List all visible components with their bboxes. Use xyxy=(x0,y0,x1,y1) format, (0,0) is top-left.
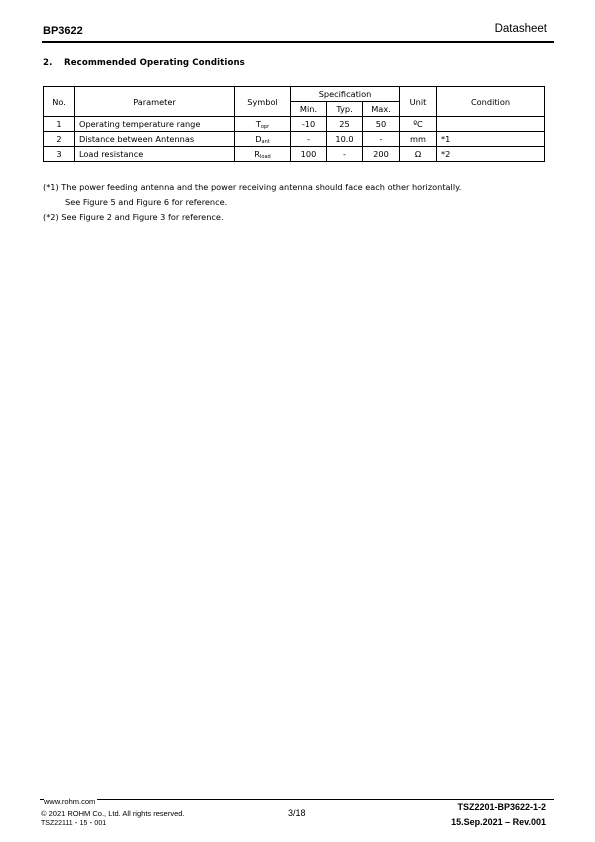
symbol-main: D xyxy=(255,133,262,144)
table-row xyxy=(44,147,545,162)
row-no: 2 xyxy=(44,132,75,147)
row-min: 100 xyxy=(291,147,327,162)
row-unit: ºC xyxy=(400,117,437,132)
header-typ: Typ. xyxy=(327,102,363,117)
row-parameter: Operating temperature range xyxy=(75,117,235,132)
row-min: -10 xyxy=(291,117,327,132)
header-parameter: Parameter xyxy=(75,87,235,117)
footer-rule xyxy=(40,799,554,800)
table-row xyxy=(44,117,545,132)
row-typ: 10.0 xyxy=(327,132,363,147)
header-condition: Condition xyxy=(437,87,545,117)
header-min: Min. xyxy=(291,102,327,117)
doc-type: Datasheet xyxy=(494,23,547,35)
section-number: 2. xyxy=(43,58,53,68)
header-max: Max. xyxy=(363,102,400,117)
note-1-line-1: (*1) The power feeding antenna and the power receiving antenna should face each other horizontally. xyxy=(43,182,462,192)
symbol-subscript: load xyxy=(260,153,271,160)
footnotes xyxy=(43,180,461,225)
row-condition: *1 xyxy=(437,132,545,147)
symbol-main: R xyxy=(254,148,260,159)
footer-form-code: TSZ22111・15・001 xyxy=(41,820,107,827)
header-unit: Unit xyxy=(400,87,437,117)
table-row xyxy=(44,132,545,147)
row-symbol xyxy=(235,117,291,132)
symbol-subscript: ant xyxy=(261,138,270,145)
part-number: BP3622 xyxy=(43,25,83,37)
row-max: 50 xyxy=(363,117,400,132)
header-symbol: Symbol xyxy=(235,87,291,117)
row-parameter: Load resistance xyxy=(75,147,235,162)
header-specification: Specification xyxy=(291,87,400,102)
row-parameter: Distance between Antennas xyxy=(75,132,235,147)
row-symbol xyxy=(235,132,291,147)
row-condition xyxy=(437,117,545,132)
row-typ: 25 xyxy=(327,117,363,132)
footer-copyright: © 2021 ROHM Co., Ltd. All rights reserved. xyxy=(41,809,185,818)
header-no: No. xyxy=(44,87,75,117)
note-2: (*2) See Figure 2 and Figure 3 for reference. xyxy=(43,212,224,222)
table-header-row xyxy=(44,87,545,102)
row-min: - xyxy=(291,132,327,147)
row-unit: Ω xyxy=(400,147,437,162)
document-number: TSZ2201-BP3622-1-2 xyxy=(457,802,546,812)
row-no: 1 xyxy=(44,117,75,132)
symbol-main: T xyxy=(255,118,261,129)
page-number: 3/18 xyxy=(288,808,306,818)
row-max: - xyxy=(363,132,400,147)
row-condition: *2 xyxy=(437,147,545,162)
header-rule xyxy=(42,41,554,43)
date-revision: 15.Sep.2021 – Rev.001 xyxy=(451,817,546,827)
note-1-line-2: See Figure 5 and Figure 6 for reference. xyxy=(65,197,228,207)
operating-conditions-table xyxy=(43,86,545,162)
section-title xyxy=(43,58,245,68)
row-no: 3 xyxy=(44,147,75,162)
section-title-text: Recommended Operating Conditions xyxy=(64,58,245,68)
footer-url[interactable]: www.rohm.com xyxy=(44,797,96,806)
row-unit: mm xyxy=(400,132,437,147)
row-max: 200 xyxy=(363,147,400,162)
symbol-subscript: opr xyxy=(260,123,270,130)
row-typ: - xyxy=(327,147,363,162)
row-symbol xyxy=(235,147,291,162)
